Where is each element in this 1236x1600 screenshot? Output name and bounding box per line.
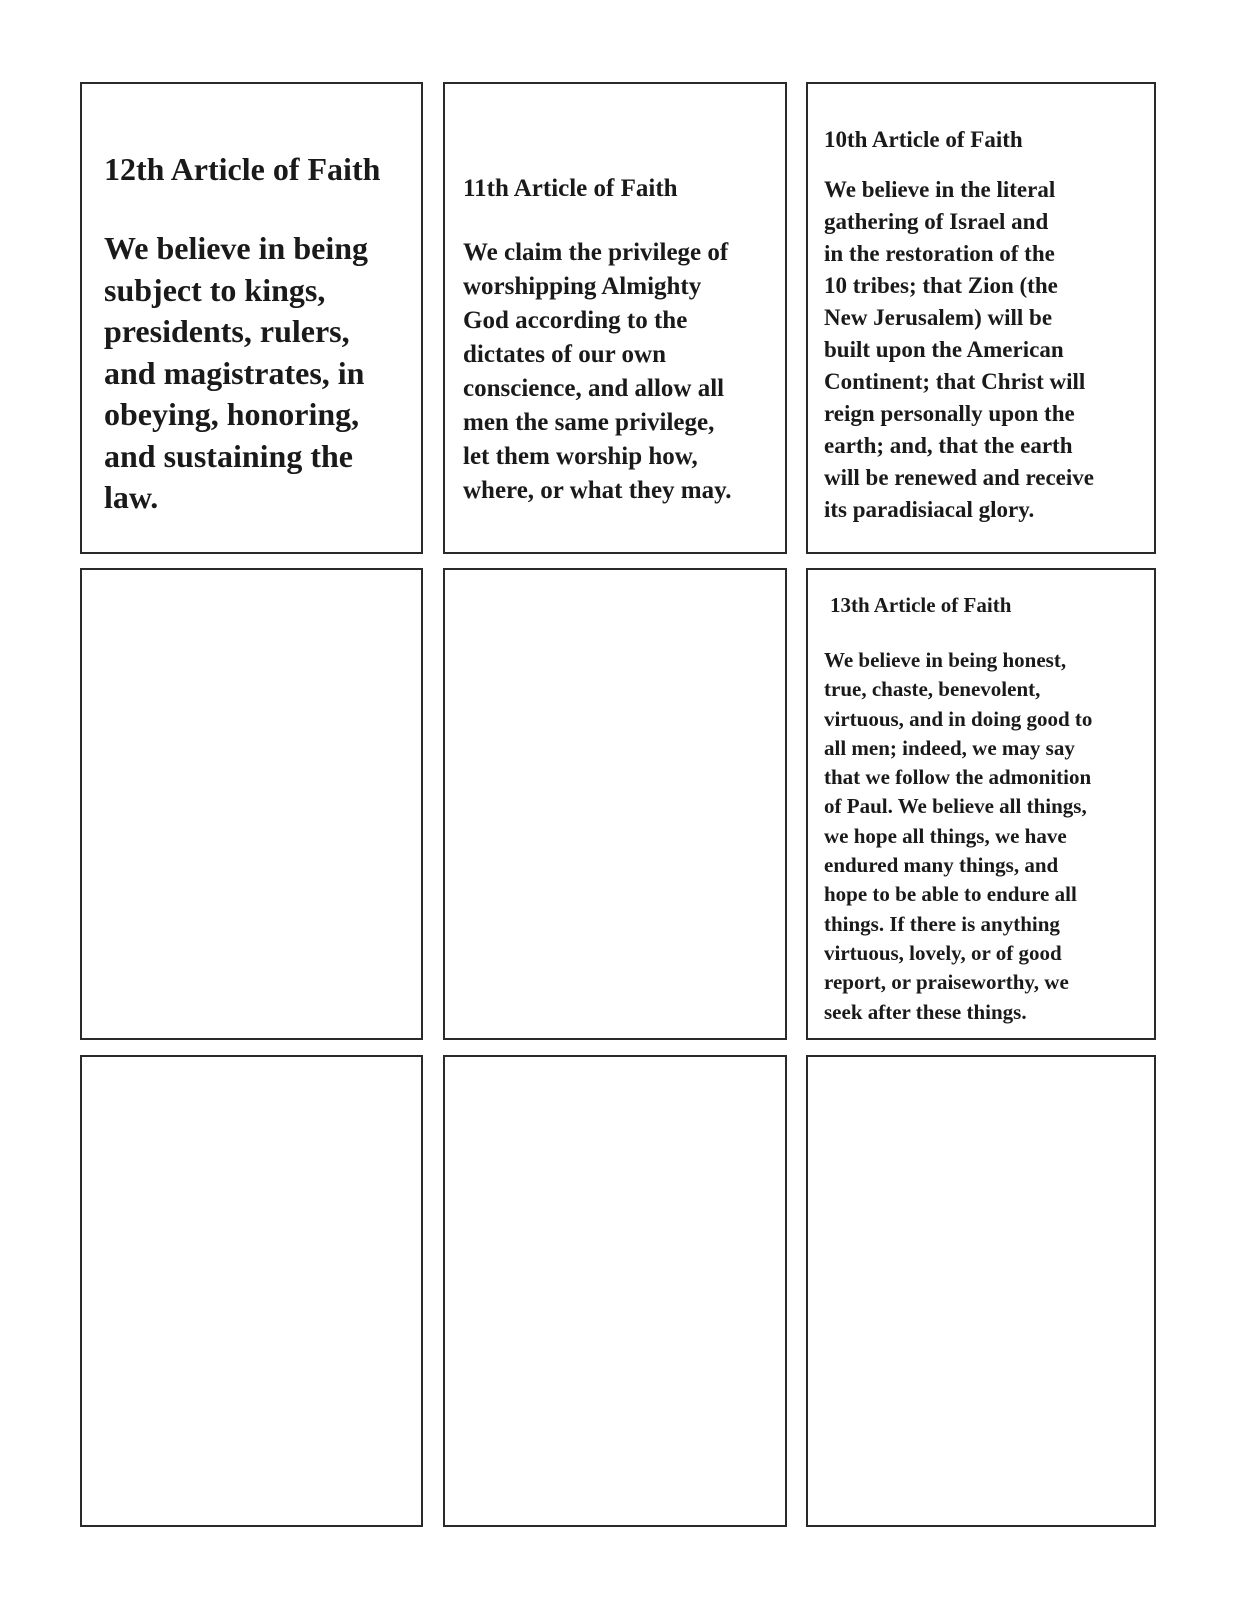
card-title: 13th Article of Faith xyxy=(830,593,1012,617)
card-11th-article xyxy=(443,82,787,554)
card-title: 12th Article of Faith xyxy=(104,151,381,187)
card-body: We believe in being honest, true, chaste, benevolent, virtuous, and in doing good to all men; indeed, we may say that we follow the admonition of Paul. We believe all things, we hope all things, we have endured many things, and hope to be able to endure all things. If there is anything virtuous, lovely, or of good report, or praiseworthy, we seek after these things. xyxy=(824,648,1093,1024)
blank-card xyxy=(806,1055,1156,1527)
card-title: 10th Article of Faith xyxy=(824,127,1023,152)
card-body: We believe in being subject to kings, presidents, rulers, and magistrates, in obeying, honoring, and sustaining the law. xyxy=(104,230,368,515)
card-content xyxy=(463,174,783,508)
blank-card xyxy=(80,1055,423,1527)
blank-card xyxy=(80,568,423,1040)
card-content xyxy=(824,126,1154,526)
card-10th-article xyxy=(806,82,1156,554)
card-12th-article xyxy=(80,82,423,554)
card-13th-article xyxy=(806,568,1156,1040)
card-body: We believe in the literal gathering of Israel and in the restoration of the 10 tribes; that Zion (the New Jerusalem) will be built upon the American Continent; that Christ will reign personally upon the earth; and, that the earth will be renewed and receive its paradisiacal glory. xyxy=(824,177,1094,522)
blank-card xyxy=(443,1055,787,1527)
card-title: 11th Article of Faith xyxy=(463,175,678,202)
blank-card xyxy=(443,568,787,1040)
card-content xyxy=(824,592,1154,1027)
card-content xyxy=(104,150,414,519)
card-body: We claim the privilege of worshipping Almighty God according to the dictates of our own conscience, and allow all men the same privilege, let them worship how, where, or what they may. xyxy=(463,239,732,504)
